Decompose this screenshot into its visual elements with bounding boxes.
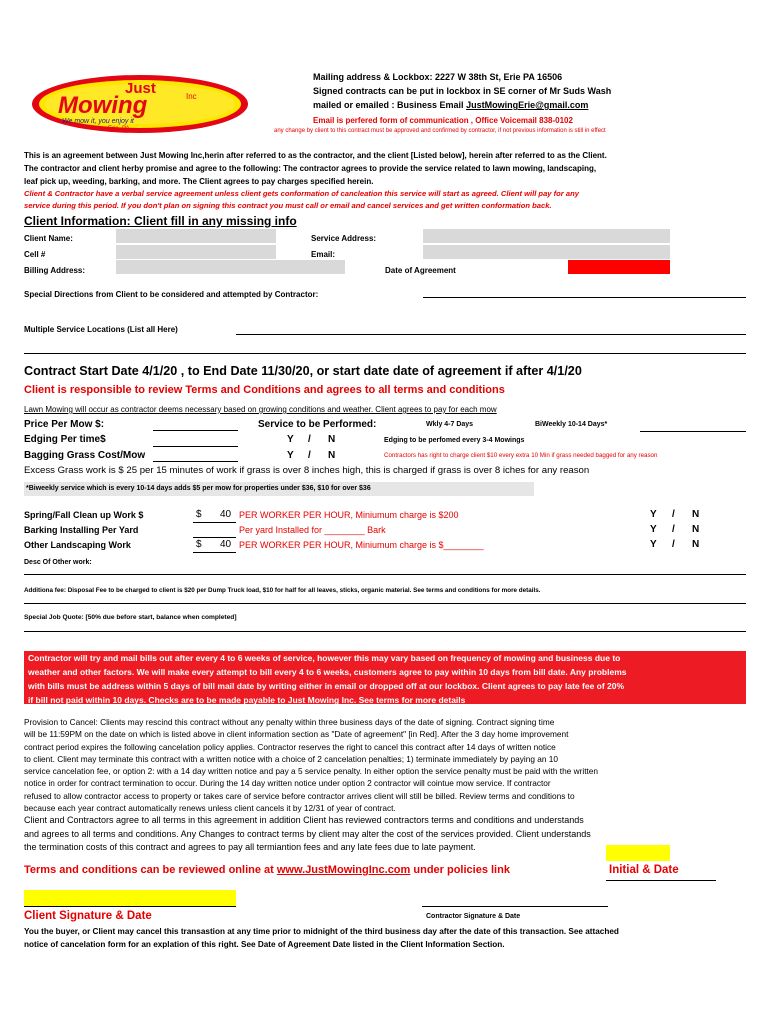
logo-tagline: We mow it, you enjoy it [62, 118, 134, 125]
email-line [313, 100, 588, 110]
cancel-line-3: contract period expires the following cancelation policy applies. Contractor reserves the right to cancel this contract after 14 days of written notice [24, 741, 556, 752]
intro-line-3: leaf pick up, weeding, barking, and more. The Client agrees to pay charges specified herein. [24, 177, 374, 186]
contractor-signature-label: Contractor Signature & Date [426, 913, 521, 920]
cancel-line-4: to client. Client may terminate this contract with a written notice with a choice of 2 cancelation penalties; 1) terminate immediately by paying an 10 [24, 753, 559, 764]
spring-dollar: $ [196, 509, 202, 520]
quote-divider [24, 631, 746, 632]
edging-per-time-label: Edging Per time$ [24, 434, 106, 445]
spring-rate-underline [193, 522, 236, 523]
billing-line-3: with bills must be address within 5 days of bill mail date by writing either in email or dropped off at our lockbox. Client agrees to pay late fee of 20% [28, 681, 625, 691]
bark-rate-text: Per yard Installed for ________ Bark [239, 525, 386, 535]
client-signature-line [24, 906, 236, 907]
other-rate-value: 40 [220, 539, 232, 550]
price-per-mow-label: Price Per Mow $: [24, 419, 105, 430]
billing-line-4: if bill not paid within 10 days. Checks are to be made payable to Just Mowing Inc. See terms for more details [28, 695, 466, 705]
initial-highlight[interactable] [606, 845, 670, 861]
spring-fall-label: Spring/Fall Clean up Work $ [24, 510, 144, 520]
billing-policy-box [24, 651, 746, 704]
section-divider [24, 353, 746, 354]
client-responsible-note: Client is responsible to review Terms and Conditions and agrees to all terms and conditions [24, 384, 505, 396]
billing-address-field[interactable] [116, 260, 345, 274]
weekly-option[interactable]: Wkly 4-7 Days [426, 421, 474, 428]
client-name-field[interactable] [116, 229, 276, 243]
intro-line-2: The contractor and client herby promise and agree to the following: The contractor agrees to provide the service related to lawn mowing, landscaping, [24, 164, 597, 173]
other-landscaping-label: Other Landscaping Work [24, 540, 131, 550]
edging-yes[interactable]: Y [287, 434, 294, 445]
cancel-line-6: notice in order for contract termination to occur. During the 14 day written notice under option 2 contractor will cointue mow service. If contractor [24, 778, 551, 789]
terms-url-link[interactable]: www.JustMowingInc.com [276, 864, 411, 876]
multiple-locations-label: Multiple Service Locations (List all Here) [24, 325, 178, 334]
special-directions-line[interactable] [423, 297, 746, 298]
terms-online-text: Terms and conditions can be reviewed online at [24, 864, 274, 876]
lockbox-note: Signed contracts can be put in lockbox in SE corner of Mr Suds Wash [313, 86, 612, 96]
cancel-line-7: refused to allow contractor access to property or takes care of service before contractor arrives client will still be billed. Review terms and conditions to [24, 790, 575, 801]
initial-date-label: Initial & Date [609, 864, 679, 876]
billing-address-label: Billing Address: [24, 266, 86, 275]
logo-mowing: Mowing [58, 92, 148, 119]
spring-yes[interactable]: Y [650, 509, 657, 520]
bagging-slash: / [308, 450, 311, 461]
change-note: any change by client to this contract must be approved and confirmed by contractor, if not previous information is still in effect [274, 128, 606, 134]
email-label: Email: [311, 250, 336, 259]
other-yes[interactable]: Y [650, 539, 657, 550]
cancel-line-5: service cancelation fee, or option 2: with a 14 day written notice and pay a 5 service penalty. In either option the service penalty must be paid with the written [24, 766, 599, 777]
edging-no[interactable]: N [328, 434, 336, 445]
biweekly-surcharge-note: *Biweekly service which is every 10-14 days adds $5 per mow for properties under $36, $10 for over $36 [26, 485, 371, 492]
initial-date-line [606, 880, 716, 881]
agree-line-2: and agrees to all terms and conditions. Any Changes to contract terms by client may alter the cost of the services provided. Client understands [24, 828, 591, 839]
bagging-label: Bagging Grass Cost/Mow [24, 450, 146, 461]
biweekly-option[interactable]: BiWeekly 10-14 Days* [535, 421, 608, 428]
desc-other-work-label: Desc Of Other work: [24, 559, 92, 566]
cell-label: Cell # [24, 250, 46, 259]
service-address-label: Service Address: [311, 234, 377, 243]
fees-divider [24, 603, 746, 604]
email-line-label: mailed or emailed : Business Email [313, 100, 464, 110]
date-agreement-field[interactable] [568, 260, 670, 274]
verbal-agreement-line-2: service during this period. If you don't plan on signing this contract you must call or email and cancel services and get written conformation back. [24, 201, 552, 210]
client-info-heading: Client Information: Client fill in any missing info [24, 214, 297, 228]
billing-line-2: weather and other factors. We will make every attempt to bill every 4 to 6 weeks, customers agree to pay within 10 days from bill date. Any problems [28, 667, 627, 677]
edging-frequency-note: Edging to be perfomed every 3-4 Mowings [384, 437, 525, 444]
edging-per-time-field[interactable] [153, 446, 238, 447]
buyer-cancel-line-2: notice of cancelation form for an explation of this right. See Date of Agreement Date listed in the Client Information Section. [24, 940, 505, 949]
price-per-mow-field[interactable] [153, 430, 238, 431]
bark-no[interactable]: N [692, 524, 700, 535]
additional-fee-note: Additiona fee: Disposal Fee to be charged to client is $20 per Dump Truck load, $10 for half for all leaves, sticks, organic material. See terms and conditions for more details. [24, 587, 541, 594]
business-email-link[interactable]: JustMowingErie@gmail.com [466, 100, 589, 110]
desc-other-work-line[interactable] [24, 574, 746, 575]
date-agreement-label: Date of Agreement [385, 266, 456, 275]
lawn-mowing-note: Lawn Mowing will occur as contractor deems necessary based on growing conditions and weather. Client agrees to pay for each mow [24, 405, 497, 414]
bagging-field[interactable] [153, 461, 238, 462]
agree-line-3: the termination costs of this contract and agrees to pay all termiantion fees and any late fees due to late payment. [24, 841, 476, 852]
bagging-note: Contractors has right to charge client $10 every extra 10 Min if grass needed bagged for any reason [384, 452, 658, 459]
agree-line-1: Client and Contractors agree to all terms in this agreement in addition Client has reviewed contractors terms and conditions and understands [24, 815, 584, 826]
terms-online-note [24, 864, 510, 876]
email-preferred-note: Email is perfered form of communication , Office Voicemail 838-0102 [313, 116, 573, 125]
barking-label: Barking Installing Per Yard [24, 525, 139, 535]
other-rate-text: PER WORKER PER HOUR, Miniumum charge is $________ [239, 540, 484, 550]
cell-field[interactable] [116, 245, 276, 259]
email-field[interactable] [423, 245, 670, 259]
frequency-field[interactable] [640, 431, 746, 432]
service-performed-label: Service to be Performed: [258, 419, 377, 430]
client-signature-field[interactable] [24, 890, 236, 906]
other-no[interactable]: N [692, 539, 700, 550]
cancel-line-2: will be 11:59PM on the date on which is listed above in client information section as "Date of agreement" [in Red]. After the 3 day home improvement [24, 729, 569, 740]
special-directions-label: Special Directions from Client to be considered and attempted by Contractor: [24, 290, 319, 299]
bark-rate-field[interactable] [193, 537, 236, 538]
bagging-yes[interactable]: Y [287, 450, 294, 461]
cancel-line-1: Provision to Cancel: Clients may rescind this contract without any penalty within three business days of the date of signing. Contract signing time [24, 717, 555, 727]
multiple-locations-line[interactable] [236, 334, 746, 335]
bark-slash: / [672, 524, 675, 535]
cancel-provision [24, 716, 664, 854]
logo-city: Erie ,PA [108, 126, 130, 132]
other-rate-underline [193, 552, 236, 553]
just-mowing-logo [30, 73, 250, 135]
cancel-line-8: because each year contract automatically renews unless client cancels it by 12/31 of year of contract. [24, 803, 396, 814]
contract-dates: Contract Start Date 4/1/20 , to End Date 11/30/20, or start date date of agreement if after 4/1/20 [24, 364, 582, 378]
edging-slash: / [308, 434, 311, 445]
buyer-cancel-line-1: You the buyer, or Client may cancel this transastion at any time prior to midnight of the third business day after the date of this transaction. See attached [24, 927, 619, 936]
spring-no[interactable]: N [692, 509, 700, 520]
intro-line-1: This is an agreement between Just Mowing Inc,herin after referred to as the contractor, and the client [Listed below], herein after referred to as the Client. [24, 151, 607, 160]
bark-yes[interactable]: Y [650, 524, 657, 535]
mailing-address: Mailing address & Lockbox: 2227 W 38th St, Erie PA 16506 [313, 72, 563, 82]
other-dollar: $ [196, 539, 202, 550]
bagging-no[interactable]: N [328, 450, 336, 461]
contractor-signature-line[interactable] [422, 906, 608, 907]
special-job-quote: Special Job Quote: [50% due before start, balance when completed] [24, 614, 237, 621]
spring-rate-text: PER WORKER PER HOUR, Miniumum charge is $200 [239, 510, 459, 520]
client-signature-label: Client Signature & Date [24, 910, 152, 922]
terms-under-text: under policies link [413, 864, 510, 876]
billing-line-1: Contractor will try and mail bills out after every 4 to 6 weeks of service, however this may vary based on frequency of mowing and business due to [28, 653, 621, 663]
client-name-label: Client Name: [24, 234, 73, 243]
excess-grass-note: Excess Grass work is $ 25 per 15 minutes of work if grass is over 8 inches high, this is charged if grass is over 8 iches for any reason [24, 465, 590, 476]
service-address-field[interactable] [423, 229, 670, 243]
logo-inc: Inc [186, 92, 197, 101]
spring-slash: / [672, 509, 675, 520]
logo-just: Just [125, 80, 156, 97]
spring-rate-value: 40 [220, 509, 232, 520]
verbal-agreement-line-1: Client & Contractor have a verbal service agreement unless client gets conformation of cancleation this service will start as agreed. Client will pay for any [24, 189, 579, 198]
other-slash: / [672, 539, 675, 550]
